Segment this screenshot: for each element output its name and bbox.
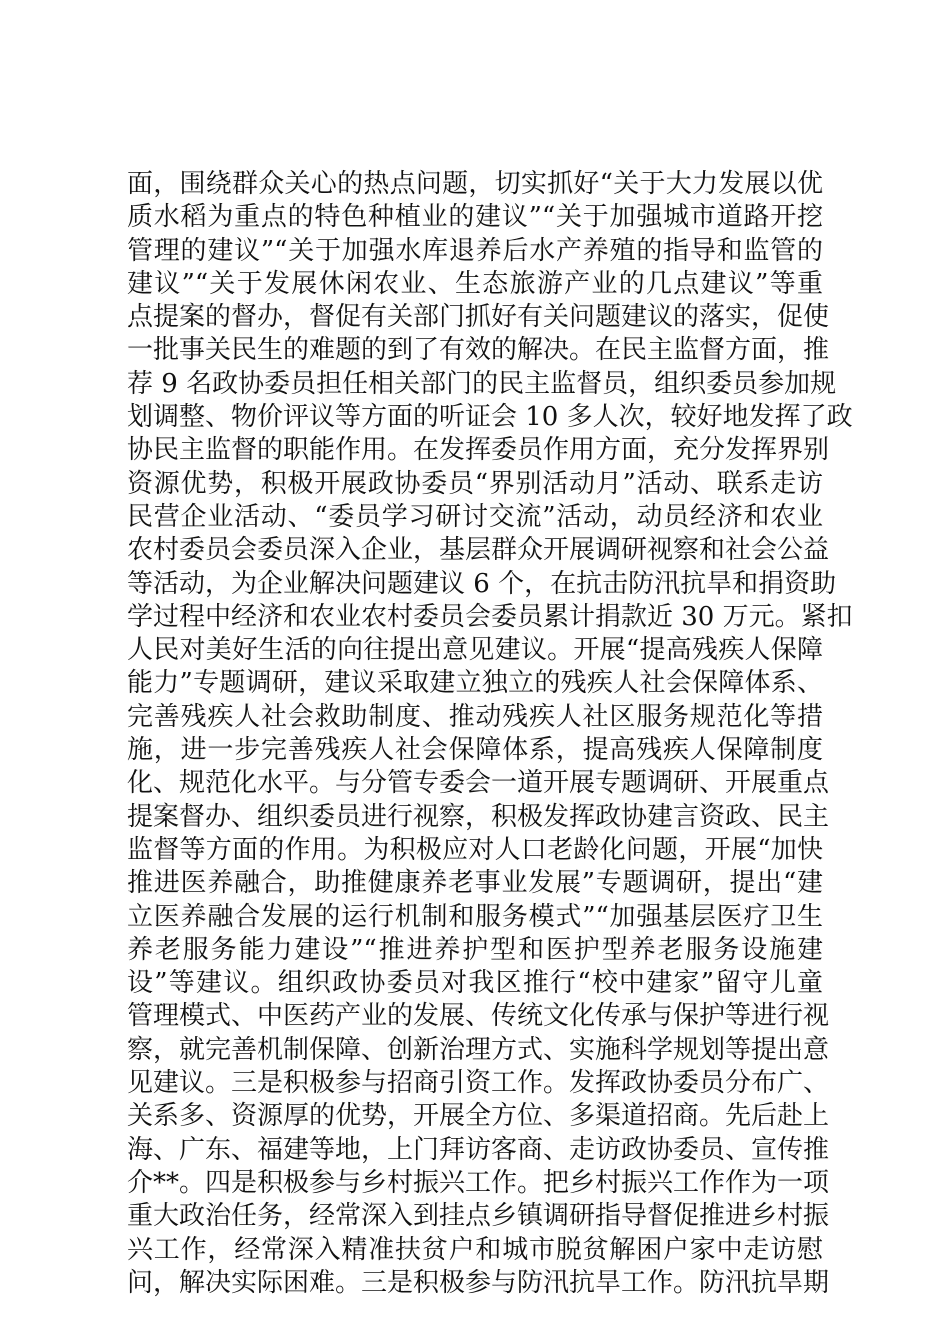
text-line: 介**。四是积极参与乡村振兴工作。把乡村振兴工作作为一项 xyxy=(127,1167,830,1198)
text-line: 关系多、资源厚的优势，开展全方位、多渠道招商。先后赴上 xyxy=(127,1101,830,1132)
text-line: 兴工作，经常深入精准扶贫户和城市脱贫解困户家中走访慰 xyxy=(127,1234,823,1265)
text-line: 荐 9 名政协委员担任相关部门的民主监督员，组织委员参加规 xyxy=(127,368,837,399)
text-line: 施，进一步完善残疾人社会保障体系，提高残疾人保障制度 xyxy=(127,735,823,766)
text-line: 人民对美好生活的向往提出意见建议。开展“提高残疾人保障 xyxy=(127,635,823,666)
text-line: 一批事关民生的难题的到了有效的解决。在民主监督方面，推 xyxy=(127,335,830,366)
text-line: 重大政治任务，经常深入到挂点乡镇调研指导督促推进乡村振 xyxy=(127,1201,830,1232)
text-line: 农村委员会委员深入企业，基层群众开展调研视察和社会公益 xyxy=(127,535,830,566)
text-line: 民营企业活动、“委员学习研讨交流”活动，动员经济和农业 xyxy=(127,501,823,532)
text-line: 管理的建议”“关于加强水库退养后水产养殖的指导和监管的 xyxy=(127,235,823,266)
text-line: 问，解决实际困难。三是积极参与防汛抗旱工作。防汛抗旱期 xyxy=(127,1267,830,1298)
text-line: 资源优势，积极开展政协委员“界别活动月”活动、联系走访 xyxy=(127,468,823,499)
text-line: 见建议。三是积极参与招商引资工作。发挥政协委员分布广、 xyxy=(127,1068,830,1099)
text-line: 学过程中经济和农业农村委员会委员累计捐款近 30 万元。紧扣 xyxy=(127,601,853,632)
text-line: 质水稻为重点的特色种植业的建议”“关于加强城市道路开挖 xyxy=(127,202,823,233)
text-line: 化、规范化水平。与分管专委会一道开展专题调研、开展重点 xyxy=(127,768,830,799)
text-line: 监督等方面的作用。为积极应对人口老龄化问题，开展“加快 xyxy=(127,834,823,865)
text-line: 察，就完善机制保障、创新治理方式、实施科学规划等提出意 xyxy=(127,1034,830,1065)
body-paragraph xyxy=(127,168,853,1300)
text-line: 设”等建议。组织政协委员对我区推行“校中建家”留守儿童 xyxy=(127,968,823,999)
text-line: 养老服务能力建设”“推进养护型和医护型养老服务设施建 xyxy=(127,934,823,965)
text-line: 提案督办、组织委员进行视察，积极发挥政协建言资政、民主 xyxy=(127,801,830,832)
text-line: 划调整、物价评议等方面的听证会 10 多人次，较好地发挥了政 xyxy=(127,402,853,433)
text-line: 立医养融合发展的运行机制和服务模式”“加强基层医疗卫生 xyxy=(127,901,823,932)
text-line: 等活动，为企业解决问题建议 6 个，在抗击防汛抗旱和捐资助 xyxy=(127,568,837,599)
text-line: 管理模式、中医药产业的发展、传统文化传承与保护等进行视 xyxy=(127,1001,830,1032)
text-line: 面，围绕群众关心的热点问题，切实抓好“关于大力发展以优 xyxy=(127,169,823,199)
text-line: 能力”专题调研，建议采取建立独立的残疾人社会保障体系、 xyxy=(127,668,823,699)
text-line: 完善残疾人社会救助制度、推动残疾人社区服务规范化等措 xyxy=(127,701,823,732)
text-line: 建议”“关于发展休闲农业、生态旅游产业的几点建议”等重 xyxy=(127,268,823,299)
text-line: 点提案的督办，督促有关部门抓好有关问题建议的落实，促使 xyxy=(127,302,830,333)
text-line: 海、广东、福建等地，上门拜访客商、走访政协委员、宣传推 xyxy=(127,1134,830,1165)
text-line: 推进医养融合，助推健康养老事业发展”专题调研，提出“建 xyxy=(127,868,823,899)
text-line: 协民主监督的职能作用。在发挥委员作用方面，充分发挥界别 xyxy=(127,435,830,466)
